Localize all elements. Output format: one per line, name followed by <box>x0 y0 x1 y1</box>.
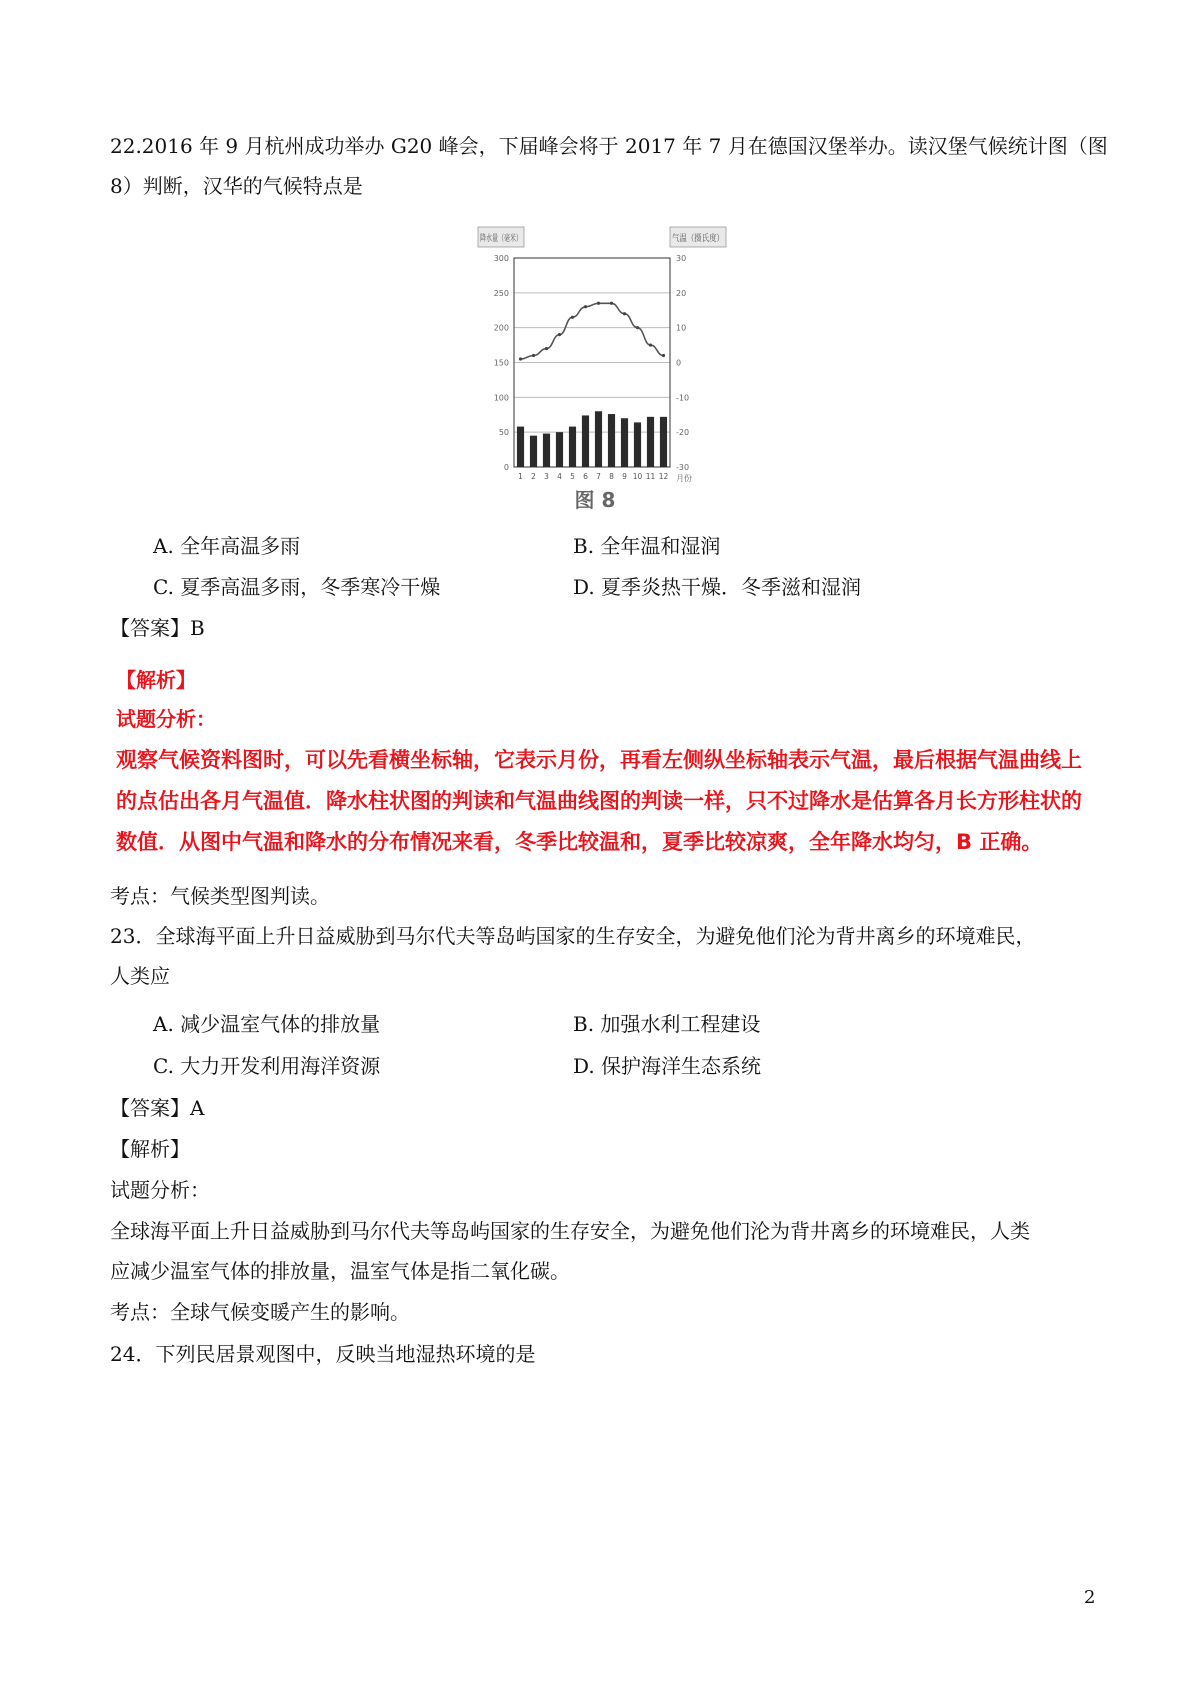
precipitation-bar <box>517 427 524 467</box>
temperature-point <box>623 312 626 315</box>
q22-analysis-heading: 【解析】 <box>116 668 196 692</box>
precipitation-bar <box>634 422 641 467</box>
q23-analysis-sub: 试题分析： <box>110 1178 210 1202</box>
q22-analysis-line-3: 数值．从图中气温和降水的分布情况来看，冬季比较温和，夏季比较凉爽，全年降水均匀，B 正确。 <box>116 830 1043 854</box>
q22-option-d: D. 夏季炎热干燥．冬季滋和湿润 <box>573 575 862 599</box>
precipitation-bar <box>608 414 615 467</box>
temperature-point <box>532 354 535 357</box>
temperature-point <box>519 357 522 360</box>
x-tick-label: 6 <box>583 472 588 481</box>
right-tick-label: -10 <box>676 393 690 403</box>
right-axis-label: 气温（摄氏度） <box>672 234 732 244</box>
q23-answer: 【答案】A <box>110 1096 205 1120</box>
precipitation-bar <box>647 417 654 467</box>
right-tick-label: 30 <box>676 254 687 263</box>
left-tick-label: 150 <box>493 358 509 368</box>
right-tick-label: -20 <box>676 428 690 438</box>
precipitation-bar <box>556 432 563 467</box>
precipitation-bar <box>569 427 576 467</box>
temperature-point <box>597 302 600 305</box>
q23-analysis-heading: 【解析】 <box>110 1137 190 1161</box>
left-tick-label: 50 <box>498 428 509 438</box>
left-tick-label: 300 <box>493 254 509 263</box>
temperature-line <box>521 303 664 359</box>
q23-option-d: D. 保护海洋生态系统 <box>573 1054 762 1078</box>
hamburg-climate-chart <box>470 225 732 517</box>
q24-stem: 24．下列民居景观图中，反映当地湿热环境的是 <box>110 1342 536 1366</box>
q23-option-b: B. 加强水利工程建设 <box>573 1012 761 1036</box>
x-tick-label: 9 <box>622 472 627 481</box>
x-tick-label: 10 <box>632 472 643 481</box>
right-tick-label: -30 <box>676 463 690 472</box>
left-tick-label: 100 <box>493 393 509 403</box>
precipitation-bar <box>595 411 602 467</box>
x-tick-label: 2 <box>531 472 536 481</box>
precipitation-bar <box>582 415 589 467</box>
q22-option-c: C. 夏季高温多雨，冬季寒冷干燥 <box>153 575 441 599</box>
temperature-point <box>636 326 639 329</box>
x-tick-label: 1 <box>518 472 523 481</box>
precipitation-bar <box>530 436 537 467</box>
precipitation-bar <box>660 417 667 467</box>
q22-stem-line1: 22.2016 年 9 月杭州成功举办 G20 峰会，下届峰会将于 2017 年 7 月在德国汉堡举办。读汉堡气候统计图（图 <box>110 134 1108 158</box>
q23-analysis-line-1: 全球海平面上升日益威胁到马尔代夫等岛屿国家的生存安全，为避免他们沦为背井离乡的环境难民，人类 <box>110 1219 1030 1243</box>
q22-kaodian: 考点：气候类型图判读。 <box>110 884 330 908</box>
x-tick-label: 5 <box>570 472 575 481</box>
x-axis-label: 月份 <box>676 474 692 483</box>
left-axis-label: 降水量（毫米） <box>480 234 544 244</box>
temperature-point <box>545 347 548 350</box>
q23-kaodian: 考点：全球气候变暖产生的影响。 <box>110 1300 410 1324</box>
x-tick-label: 8 <box>609 472 614 481</box>
x-tick-label: 7 <box>596 472 601 481</box>
q23-option-c: C. 大力开发利用海洋资源 <box>153 1054 381 1078</box>
precipitation-bar <box>543 434 550 467</box>
right-tick-label: 10 <box>676 323 687 333</box>
left-tick-label: 200 <box>493 323 509 333</box>
q22-answer: 【答案】B <box>110 616 205 640</box>
page-number: 2 <box>1084 1587 1096 1608</box>
q23-option-a: A. 减少温室气体的排放量 <box>153 1012 381 1036</box>
x-tick-label: 12 <box>658 472 669 481</box>
q22-option-a: A. 全年高温多雨 <box>153 534 301 558</box>
temperature-point <box>558 333 561 336</box>
q22-analysis-line-2: 的点估出各月气温值．降水柱状图的判读和气温曲线图的判读一样，只不过降水是估算各月长方形柱状的 <box>116 789 1082 813</box>
temperature-point <box>610 302 613 305</box>
x-tick-label: 11 <box>645 472 656 481</box>
temperature-point <box>584 305 587 308</box>
q22-analysis-line-1: 观察气候资料图时，可以先看横坐标轴，它表示月份，再看左侧纵坐标轴表示气温，最后根据气温曲线上 <box>116 748 1082 772</box>
left-tick-label: 0 <box>503 463 509 472</box>
precipitation-bar <box>621 418 628 467</box>
left-tick-label: 250 <box>493 288 509 298</box>
q23-analysis-line-2: 应减少温室气体的排放量，温室气体是指二氧化碳。 <box>110 1259 570 1283</box>
right-tick-label: 0 <box>676 358 682 368</box>
figure-caption: 图 8 <box>574 488 616 512</box>
right-tick-label: 20 <box>676 288 687 298</box>
q22-analysis-sub: 试题分析： <box>116 707 216 731</box>
q22-stem-line2: 8）判断，汉华的气候特点是 <box>110 174 363 198</box>
temperature-point <box>571 316 574 319</box>
q22-option-b: B. 全年温和湿润 <box>573 534 721 558</box>
temperature-point <box>649 343 652 346</box>
x-tick-label: 4 <box>557 472 562 481</box>
temperature-point <box>662 354 665 357</box>
x-tick-label: 3 <box>544 472 549 481</box>
q23-stem-line1: 23．全球海平面上升日益威胁到马尔代夫等岛屿国家的生存安全，为避免他们沦为背井离乡的环境难民， <box>110 924 1036 948</box>
q23-stem-line2: 人类应 <box>110 964 170 988</box>
